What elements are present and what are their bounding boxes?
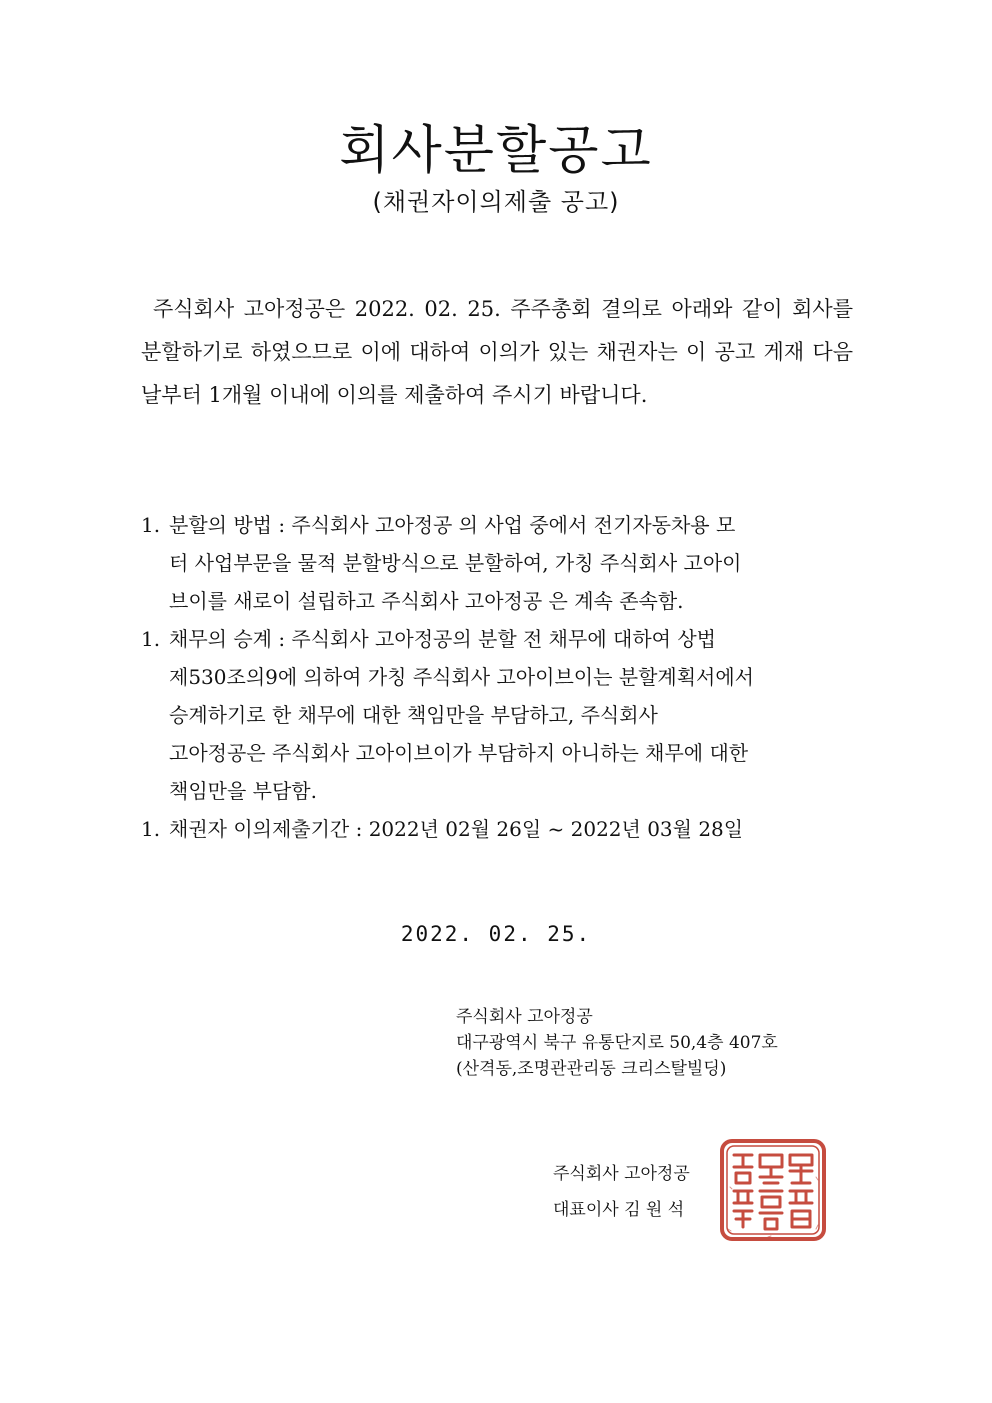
intro-paragraph: 주식회사 고아정공은 2022. 02. 25. 주주총회 결의로 아래와 같이 회사를 분할하기로 하였으므로 이에 대하여 이의가 있는 채권자는 이 공고 게재 다음날부터 1개월 이내에 이의를 제출하여 주시기 바랍니다. [141, 297, 853, 407]
item-line: 고아정공은 주식회사 고아이브이가 부담하지 아니하는 채무에 대한 [169, 741, 749, 765]
company-seal-stamp [718, 1137, 828, 1243]
item-line: 채권자 이의제출기간 : 2022년 02월 26일 ~ 2022년 03월 28일 [169, 817, 744, 841]
item-line: 채무의 승계 : 주식회사 고아정공의 분할 전 채무에 대하여 상법 [169, 627, 716, 651]
company-name: 주식회사 고아정공 [456, 1007, 593, 1027]
page-subtitle: (채권자이의제출 공고) [372, 188, 620, 216]
company-address: 대구광역시 북구 유통단지로 50,4층 407호 [456, 1033, 778, 1053]
company-info [456, 1004, 778, 1082]
item-number: 1. [141, 817, 161, 841]
item-number: 1. [141, 627, 161, 651]
signature-company: 주식회사 고아정공 [553, 1164, 690, 1184]
item-line: 터 사업부문을 물적 분할방식으로 분할하여, 가칭 주식회사 고아이 [169, 551, 742, 575]
item-text [169, 506, 853, 620]
item-list [141, 506, 853, 848]
list-item-objection-period [141, 810, 853, 848]
item-text [169, 810, 853, 848]
item-line: 분할의 방법 : 주식회사 고아정공 의 사업 중에서 전기자동차용 모 [169, 513, 736, 537]
notice-date: 2022. 02. 25. [400, 922, 592, 946]
page-title: 회사분할공고 [339, 121, 653, 181]
item-text [169, 620, 853, 810]
item-line: 브이를 새로이 설립하고 주식회사 고아정공 은 계속 존속함. [169, 589, 684, 613]
list-item-debt-succession [141, 620, 853, 810]
company-building: (산격동,조명관관리동 크리스탈빌딩) [456, 1059, 727, 1079]
signature-representative: 대표이사 김 원 석 [553, 1200, 685, 1220]
item-line: 승계하기로 한 채무에 대한 책임만을 부담하고, 주식회사 [169, 703, 658, 727]
signature-block [553, 1156, 690, 1228]
item-line: 제530조의9에 의하여 가칭 주식회사 고아이브이는 분할계획서에서 [169, 665, 755, 689]
list-item-division-method [141, 506, 853, 620]
item-line: 책임만을 부담함. [169, 779, 317, 803]
item-number: 1. [141, 513, 161, 537]
